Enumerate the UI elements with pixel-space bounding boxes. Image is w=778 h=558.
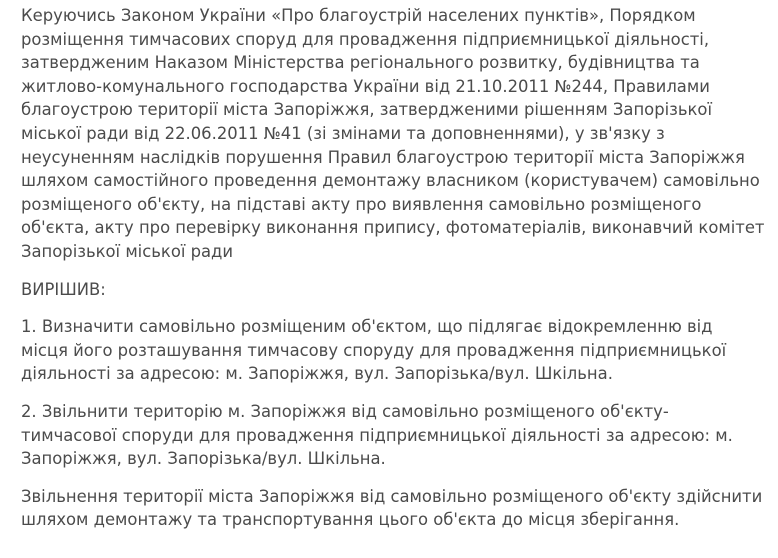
preamble-line: Запорізької міської ради <box>21 241 234 261</box>
preamble-line: міської ради від 22.06.2011 №41 (зі змінами та доповненнями), у зв'язку з <box>21 123 665 143</box>
item-line: тимчасової споруди для провадження підприємницької діяльності за адресою: м. <box>21 425 733 445</box>
closing-paragraph <box>21 485 778 532</box>
preamble-line: неусуненням наслідків порушення Правил благоустрою території міста Запоріжжя <box>21 147 745 167</box>
preamble-line: Керуючись Законом України «Про благоустрій населених пунктів», Порядком <box>21 6 696 25</box>
preamble-line: затвердженим Наказом Міністерства регіонального розвитку, будівництва та <box>21 53 700 73</box>
preamble-line: об'єкта, акту про перевірку виконання припису, фотоматеріалів, виконавчий комітет <box>21 218 765 238</box>
decision-heading: ВИРІШИВ: <box>21 279 106 299</box>
item-line: 2. Звільнити територію м. Запоріжжя від самовільно розміщеного об'єкту- <box>21 401 669 421</box>
preamble-line: благоустрою території міста Запоріжжя, затвердженими рішенням Запорізької <box>21 100 713 120</box>
preamble-line: розміщення тимчасових споруд для провадження підприємницької діяльності, <box>21 29 710 49</box>
preamble-line: житлово-комунального господарства України від 21.10.2011 №244, Правилами <box>21 76 710 96</box>
preamble-paragraph <box>21 4 778 264</box>
decision-item-1 <box>21 315 778 386</box>
decision-item-2 <box>21 400 778 471</box>
preamble-line: шляхом самостійного проведення демонтажу власником (користувачем) самовільно <box>21 171 760 191</box>
item-line: 1. Визначити самовільно розміщеним об'єктом, що підлягає відокремленню від <box>21 317 713 337</box>
closing-line: Звільнення території міста Запоріжжя від самовільно розміщеного об'єкту здійснити <box>21 486 763 506</box>
preamble-line: розміщеного об'єкту, на підставі акту про виявлення самовільно розміщеного <box>21 194 702 214</box>
item-line: діяльності за адресою: м. Запоріжжя, вул. Запорізька/вул. Шкільна. <box>21 364 613 384</box>
item-line: Запоріжжя, вул. Запорізька/вул. Шкільна. <box>21 449 386 469</box>
closing-line: шляхом демонтажу та транспортування цього об'єкта до місця зберігання. <box>21 510 680 530</box>
item-line: місця його розташування тимчасову споруду для провадження підприємницької <box>21 340 727 360</box>
